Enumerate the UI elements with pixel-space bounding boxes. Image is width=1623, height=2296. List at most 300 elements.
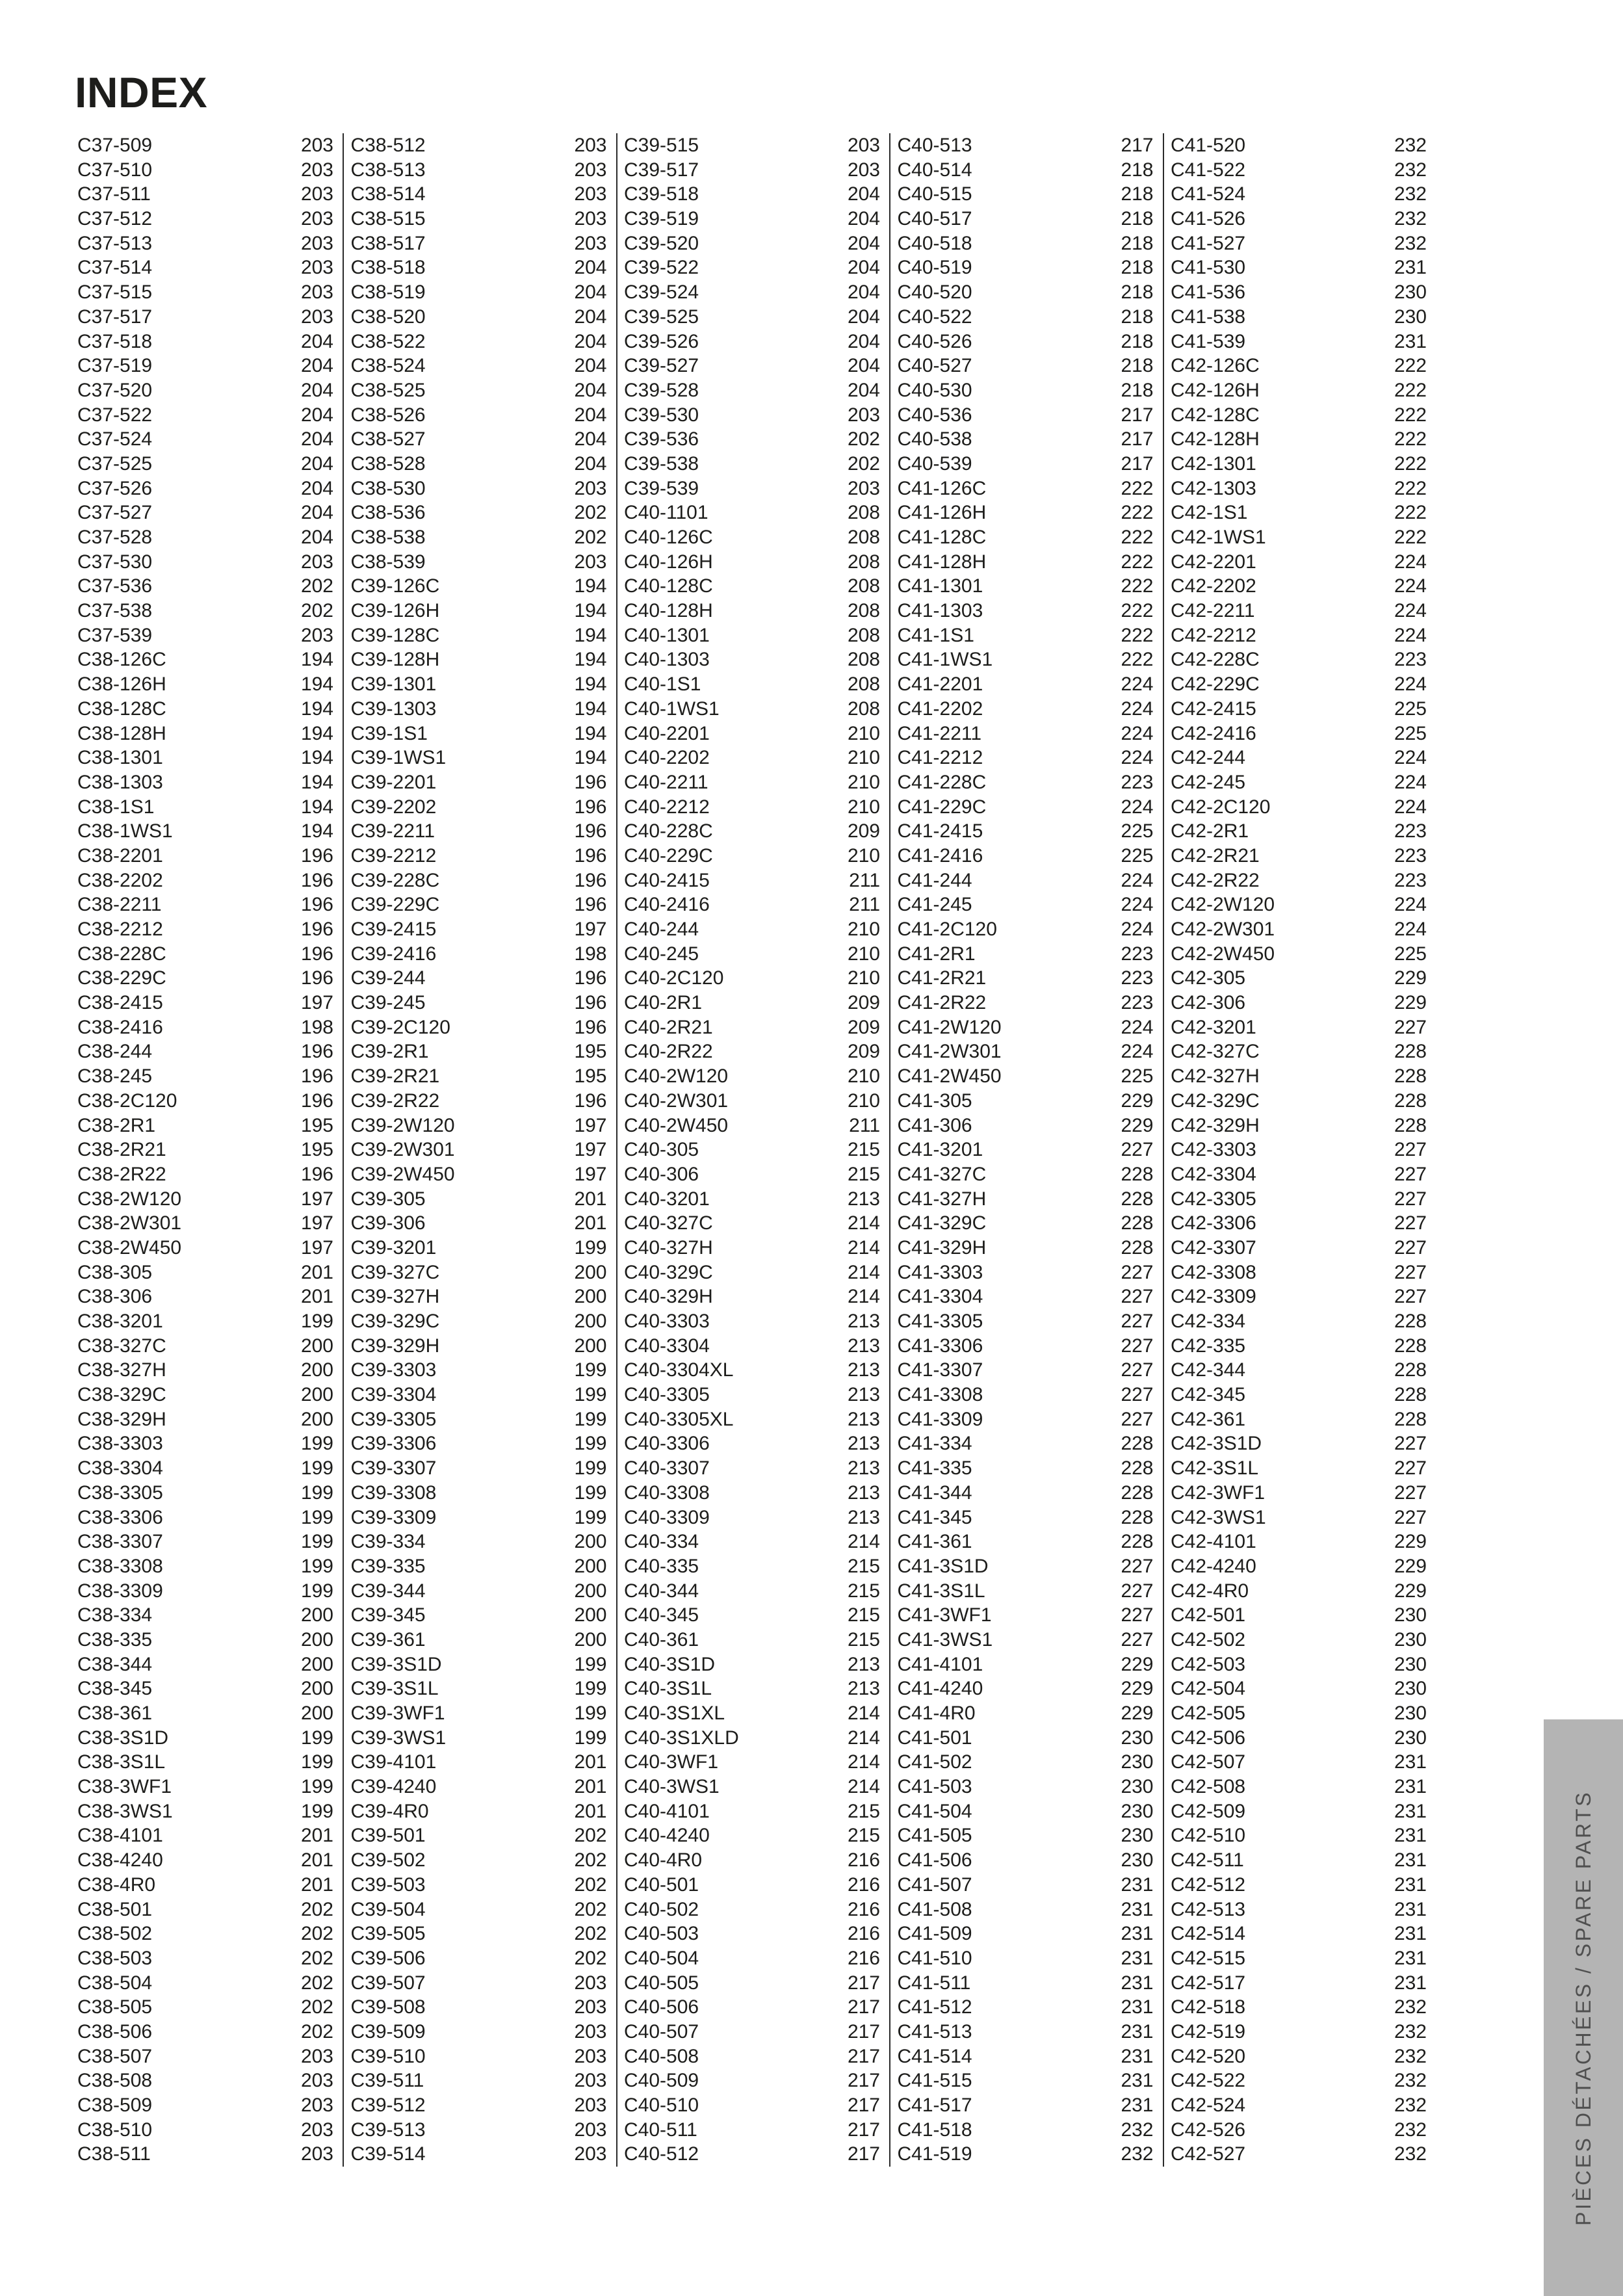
index-entry [77, 2044, 333, 2069]
part-reference: C40-344 [624, 1580, 699, 1602]
page-number: 214 [847, 1702, 880, 1724]
part-reference: C42-128H [1171, 428, 1260, 450]
page-number: 224 [1121, 869, 1154, 891]
part-reference: C41-526 [1171, 208, 1246, 230]
part-reference: C42-514 [1171, 1923, 1246, 1945]
page-number: 228 [1121, 1531, 1154, 1553]
part-reference: C41-327H [897, 1188, 987, 1210]
index-entry [351, 207, 607, 231]
part-reference: C38-126H [77, 673, 166, 696]
part-reference: C39-514 [350, 2143, 426, 2165]
part-reference: C38-526 [350, 404, 426, 426]
part-reference: C41-4240 [897, 1678, 983, 1700]
part-reference: C40-3307 [624, 1457, 710, 1480]
part-reference: C42-3201 [1171, 1016, 1256, 1038]
page-number: 222 [1394, 477, 1427, 499]
part-reference: C38-501 [77, 1898, 153, 1920]
part-reference: C42-518 [1171, 1996, 1246, 2018]
index-entry [624, 1481, 880, 1506]
index-entry [351, 1701, 607, 1726]
part-reference: C39-508 [350, 1996, 426, 2018]
page-number: 202 [574, 1825, 607, 1847]
index-entry [624, 1456, 880, 1481]
page-number: 228 [1121, 1212, 1154, 1234]
page-number: 204 [574, 330, 607, 352]
index-entry [624, 1039, 880, 1064]
part-reference: C41-305 [897, 1089, 972, 1112]
page-number: 196 [300, 1041, 333, 1063]
page-number: 202 [300, 1947, 333, 1969]
page-number: 203 [574, 2119, 607, 2141]
part-reference: C38-2W450 [77, 1236, 182, 1259]
index-entry [624, 1922, 880, 1946]
index-entry [77, 1603, 333, 1628]
page-number: 194 [574, 722, 607, 744]
index-entry [351, 330, 607, 354]
page-number: 200 [300, 1653, 333, 1675]
page-number: 194 [574, 698, 607, 720]
index-entry [624, 354, 880, 378]
index-column-4 [898, 133, 1154, 2167]
page-number: 200 [574, 1531, 607, 1553]
part-reference: C38-4240 [77, 1849, 163, 1872]
part-reference: C40-327C [624, 1212, 713, 1234]
part-reference: C40-539 [897, 452, 972, 475]
part-reference: C42-327H [1171, 1065, 1260, 1088]
part-reference: C42-3S1L [1171, 1457, 1259, 1480]
page-number: 231 [1394, 1751, 1427, 1773]
index-entry [1171, 1456, 1427, 1481]
page-number: 201 [300, 1825, 333, 1847]
index-entry [1171, 722, 1427, 746]
page-number: 200 [300, 1628, 333, 1650]
page-number: 222 [1394, 379, 1427, 401]
index-entry [898, 476, 1154, 501]
part-reference: C42-1WS1 [1171, 527, 1266, 548]
part-reference: C42-515 [1171, 1947, 1246, 1969]
index-entry [351, 354, 607, 378]
part-reference: C42-504 [1171, 1678, 1246, 1700]
index-entry [1171, 868, 1427, 893]
index-entry [77, 1383, 333, 1407]
page-number: 198 [300, 1016, 333, 1038]
part-reference: C41-518 [897, 2119, 972, 2141]
page-number: 229 [1121, 1702, 1154, 1724]
page-number: 202 [574, 1849, 607, 1872]
page-number: 224 [1121, 722, 1154, 744]
index-entry [898, 623, 1154, 648]
part-reference: C41-512 [897, 1996, 972, 2018]
index-entry [624, 1701, 880, 1726]
index-entry [898, 942, 1154, 967]
part-reference: C40-1301 [624, 624, 710, 646]
page-number: 224 [1394, 771, 1427, 793]
page-number: 196 [300, 943, 333, 965]
page-number: 203 [300, 232, 333, 254]
index-entry [77, 550, 333, 575]
index-entry [898, 1358, 1154, 1383]
page-number: 222 [1121, 477, 1154, 499]
page-number: 214 [847, 1286, 880, 1308]
page-number: 199 [574, 1481, 607, 1504]
page-number: 227 [1394, 1481, 1427, 1504]
index-column-1 [77, 133, 333, 2167]
part-reference: C38-2201 [77, 844, 163, 867]
part-reference: C38-505 [77, 1996, 153, 2018]
index-entry [624, 158, 880, 183]
page-number: 227 [1121, 1139, 1154, 1161]
index-entry [624, 330, 880, 354]
part-reference: C40-522 [897, 306, 972, 328]
part-reference: C39-3307 [350, 1457, 437, 1480]
page-number: 197 [574, 1114, 607, 1136]
page-number: 217 [847, 2070, 880, 2092]
page-number: 194 [574, 624, 607, 646]
part-reference: C39-2212 [350, 844, 437, 867]
part-reference: C40-1WS1 [624, 698, 720, 720]
index-entry [1171, 476, 1427, 501]
page-number: 215 [847, 1604, 880, 1626]
page-number: 202 [300, 575, 333, 597]
index-entry [77, 722, 333, 746]
page-number: 232 [1394, 2045, 1427, 2067]
part-reference: C40-1303 [624, 649, 710, 671]
index-entry [351, 697, 607, 722]
part-reference: C42-126C [1171, 355, 1260, 377]
index-entry [624, 623, 880, 648]
part-reference: C38-536 [350, 502, 426, 524]
index-entry [624, 1726, 880, 1751]
page-number: 213 [847, 1433, 880, 1455]
index-entry [898, 1848, 1154, 1873]
part-reference: C39-3306 [350, 1433, 437, 1455]
part-reference: C40-327H [624, 1236, 713, 1259]
index-entry [624, 647, 880, 672]
page-number: 225 [1121, 820, 1154, 842]
page-number: 201 [574, 1776, 607, 1798]
part-reference: C38-513 [350, 159, 426, 181]
part-reference: C39-2W450 [350, 1163, 455, 1185]
part-reference: C39-329H [350, 1335, 440, 1357]
page-number: 204 [300, 355, 333, 377]
index-entry [77, 647, 333, 672]
part-reference: C38-3WF1 [77, 1776, 172, 1798]
part-reference: C40-509 [624, 2070, 699, 2092]
part-reference: C41-1301 [897, 575, 983, 597]
part-reference: C41-522 [1171, 159, 1246, 181]
part-reference: C40-2212 [624, 796, 710, 818]
index-entry [898, 1823, 1154, 1848]
part-reference: C42-513 [1171, 1898, 1246, 1920]
index-entry [351, 599, 607, 623]
index-entry [77, 2068, 333, 2093]
index-column-2 [351, 133, 607, 2167]
page-number: 204 [300, 477, 333, 499]
page-number: 202 [574, 1898, 607, 1920]
part-reference: C42-526 [1171, 2119, 1246, 2141]
part-reference: C40-2R21 [624, 1016, 713, 1038]
part-reference: C41-510 [897, 1947, 972, 1969]
index-entry [898, 770, 1154, 795]
page-number: 204 [574, 452, 607, 475]
page-number: 199 [300, 1776, 333, 1798]
index-entry [1171, 158, 1427, 183]
index-entry [898, 403, 1154, 428]
part-reference: C42-527 [1171, 2143, 1246, 2165]
page-number: 222 [1394, 404, 1427, 426]
index-entry [898, 746, 1154, 770]
index-entry [1171, 1334, 1427, 1359]
page-number: 199 [300, 1506, 333, 1528]
index-entry [351, 1114, 607, 1138]
page-number: 203 [574, 2020, 607, 2042]
part-reference: C41-244 [897, 869, 972, 891]
part-reference: C37-512 [77, 208, 153, 230]
index-entry [77, 1506, 333, 1530]
page-number: 215 [847, 1163, 880, 1185]
index-entry [624, 2044, 880, 2069]
page-number: 232 [1394, 1996, 1427, 2018]
page-number: 202 [574, 527, 607, 548]
part-reference: C40-3303 [624, 1311, 710, 1332]
index-entry [351, 1015, 607, 1040]
page-number: 232 [1394, 232, 1427, 254]
index-entry [1171, 1260, 1427, 1285]
page-number: 213 [847, 1311, 880, 1332]
page-number: 197 [300, 1236, 333, 1259]
index-entry [624, 819, 880, 844]
page-number: 215 [847, 1139, 880, 1161]
part-reference: C38-538 [350, 527, 426, 548]
index-entry [77, 917, 333, 942]
index-entry [77, 844, 333, 868]
part-reference: C39-2R1 [350, 1041, 429, 1063]
index-entry [77, 1481, 333, 1506]
index-entry [1171, 697, 1427, 722]
page-number: 204 [847, 330, 880, 352]
index-entry [1171, 133, 1427, 158]
page-number: 200 [300, 1678, 333, 1700]
index-entry [351, 770, 607, 795]
part-reference: C42-2415 [1171, 698, 1256, 720]
page-number: 204 [847, 379, 880, 401]
part-reference: C41-514 [897, 2045, 972, 2067]
part-reference: C39-517 [624, 159, 699, 181]
part-reference: C42-335 [1171, 1335, 1246, 1357]
index-entry [351, 1039, 607, 1064]
index-entry [898, 647, 1154, 672]
part-reference: C37-538 [77, 600, 153, 622]
index-entry [898, 991, 1154, 1015]
index-entry [1171, 574, 1427, 599]
part-reference: C40-518 [897, 232, 972, 254]
index-entry [898, 525, 1154, 550]
index-entry [351, 1334, 607, 1359]
index-entry [624, 255, 880, 280]
index-entry [898, 574, 1154, 599]
page-number: 218 [1121, 306, 1154, 328]
page-number: 210 [847, 919, 880, 940]
page-number: 218 [1121, 208, 1154, 230]
page-number: 232 [1394, 2070, 1427, 2092]
page-number: 222 [1121, 551, 1154, 573]
part-reference: C39-334 [350, 1531, 426, 1553]
part-reference: C40-3S1D [624, 1653, 716, 1675]
page-number: 227 [1121, 1311, 1154, 1332]
part-reference: C42-329C [1171, 1089, 1260, 1112]
index-entry [1171, 623, 1427, 648]
index-entry [624, 1187, 880, 1212]
part-reference: C38-329H [77, 1408, 166, 1430]
index-entry [77, 1726, 333, 1751]
index-entry [898, 158, 1154, 183]
part-reference: C40-244 [624, 919, 699, 940]
index-entry [1171, 1187, 1427, 1212]
index-entry [898, 1799, 1154, 1824]
page-number: 213 [847, 1335, 880, 1357]
page-number: 231 [1394, 257, 1427, 279]
index-entry [77, 1873, 333, 1898]
page-number: 217 [847, 2020, 880, 2042]
page-number: 224 [1394, 600, 1427, 622]
index-entry [624, 1162, 880, 1187]
page-number: 203 [300, 208, 333, 230]
index-entry [77, 991, 333, 1015]
index-entry [351, 231, 607, 256]
part-reference: C38-503 [77, 1947, 153, 1969]
part-reference: C37-513 [77, 232, 153, 254]
part-reference: C38-3307 [77, 1531, 163, 1553]
index-entry [1171, 1039, 1427, 1064]
index-entry [898, 427, 1154, 452]
page-number: 194 [300, 747, 333, 769]
index-entry [1171, 1603, 1427, 1628]
part-reference: C42-503 [1171, 1653, 1246, 1675]
part-reference: C38-3WS1 [77, 1800, 173, 1822]
part-reference: C38-3309 [77, 1580, 163, 1602]
index-entry [898, 2020, 1154, 2044]
part-reference: C42-1S1 [1171, 502, 1248, 524]
index-entry [77, 1946, 333, 1971]
page-number: 204 [300, 527, 333, 548]
part-reference: C42-3304 [1171, 1163, 1256, 1185]
index-entry [1171, 1064, 1427, 1089]
page-number: 232 [1394, 183, 1427, 205]
page-number: 195 [574, 1041, 607, 1063]
index-entry [1171, 255, 1427, 280]
index-entry [1171, 1309, 1427, 1334]
page-number: 199 [300, 1311, 333, 1332]
part-reference: C39-327H [350, 1286, 440, 1308]
index-entry [1171, 795, 1427, 820]
index-entry [1171, 966, 1427, 991]
part-reference: C39-510 [350, 2045, 426, 2067]
part-reference: C38-2C120 [77, 1089, 177, 1112]
page-number: 210 [847, 967, 880, 989]
index-entry [77, 476, 333, 501]
page-number: 200 [574, 1335, 607, 1357]
index-entry [77, 1114, 333, 1138]
part-reference: C42-128C [1171, 404, 1260, 426]
index-entry [77, 868, 333, 893]
index-entry [898, 280, 1154, 305]
index-entry [77, 1187, 333, 1212]
part-reference: C37-514 [77, 257, 153, 279]
index-entry [624, 1995, 880, 2020]
index-entry [77, 182, 333, 207]
part-reference: C39-3WF1 [350, 1702, 445, 1724]
part-reference: C41-2W301 [897, 1041, 1002, 1063]
page-number: 224 [1121, 796, 1154, 818]
part-reference: C41-511 [897, 1972, 971, 1994]
index-entry [1171, 1848, 1427, 1873]
page-number: 199 [574, 1433, 607, 1455]
page-number: 231 [1394, 1825, 1427, 1847]
index-entry [1171, 1922, 1427, 1946]
page-number: 211 [849, 869, 880, 891]
part-reference: C42-519 [1171, 2020, 1246, 2042]
part-reference: C39-3S1D [350, 1653, 442, 1675]
part-reference: C38-305 [77, 1261, 153, 1283]
index-entry [1171, 1138, 1427, 1162]
page-number: 199 [574, 1408, 607, 1430]
index-entry [1171, 1579, 1427, 1604]
page-number: 202 [574, 1947, 607, 1969]
part-reference: C40-128H [624, 600, 713, 622]
index-entry [624, 917, 880, 942]
page-number: 203 [574, 159, 607, 181]
part-reference: C37-511 [77, 183, 151, 205]
part-reference: C41-329C [897, 1212, 987, 1234]
page-number: 199 [574, 1384, 607, 1406]
part-reference: C40-512 [624, 2143, 699, 2165]
page-number: 217 [1121, 135, 1154, 156]
index-entry [77, 354, 333, 378]
page-number: 231 [1394, 1776, 1427, 1798]
page-number: 224 [1394, 624, 1427, 646]
index-entry [77, 255, 333, 280]
part-reference: C40-2W450 [624, 1114, 729, 1136]
part-reference: C42-511 [1171, 1849, 1244, 1872]
page-number: 194 [574, 747, 607, 769]
index-entry [351, 647, 607, 672]
page-number: 203 [300, 2143, 333, 2165]
part-reference: C38-334 [77, 1604, 153, 1626]
index-entry [1171, 2068, 1427, 2093]
index-entry [351, 2118, 607, 2143]
index-entry [1171, 770, 1427, 795]
index-entry [1171, 280, 1427, 305]
page-number: 227 [1394, 1286, 1427, 1308]
part-reference: C39-504 [350, 1898, 426, 1920]
part-reference: C39-2201 [350, 771, 437, 793]
page-number: 200 [300, 1702, 333, 1724]
index-entry [351, 1652, 607, 1677]
part-reference: C40-501 [624, 1873, 699, 1896]
page-number: 217 [847, 1996, 880, 2018]
index-entry [898, 255, 1154, 280]
index-entry [898, 1554, 1154, 1579]
part-reference: C38-3S1D [77, 1727, 169, 1749]
index-entry [77, 1554, 333, 1579]
index-entry [77, 158, 333, 183]
page-number: 231 [1121, 1947, 1154, 1969]
index-entry [351, 1873, 607, 1898]
page-number: 204 [300, 452, 333, 475]
page-number: 214 [847, 1776, 880, 1798]
index-entry [77, 1775, 333, 1799]
page-number: 215 [847, 1825, 880, 1847]
